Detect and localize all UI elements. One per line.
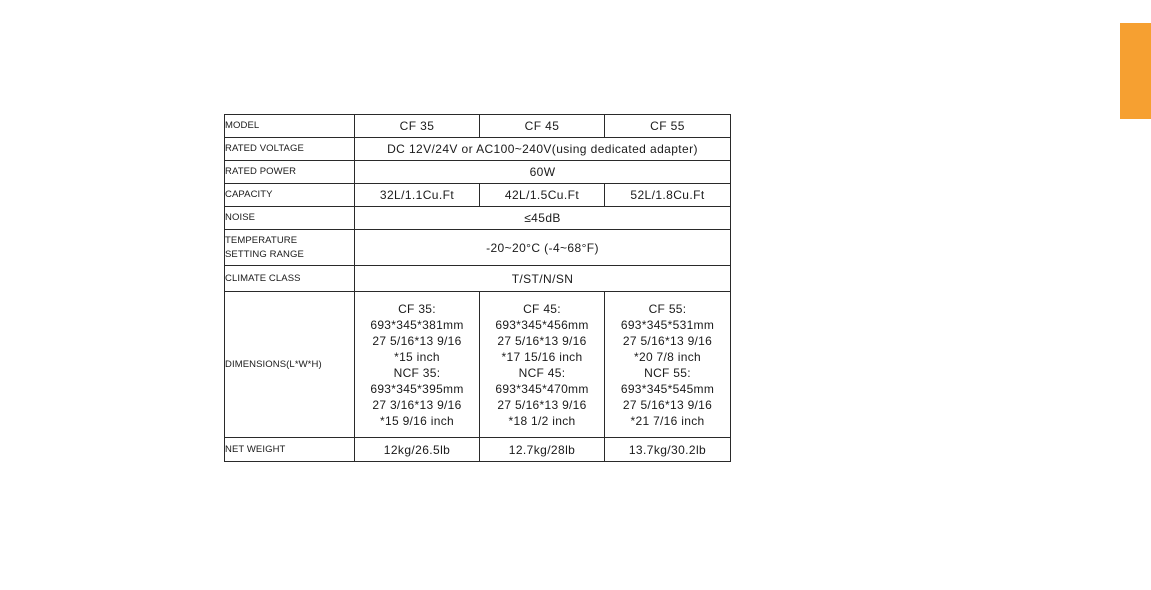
value-climate-class: T/ST/N/SN	[355, 266, 731, 292]
dim-line: *18 1/2 inch	[508, 413, 576, 428]
label-model: MODEL	[225, 115, 355, 138]
row-net-weight	[225, 438, 731, 462]
spec-table	[224, 114, 731, 462]
dim-line: CF 55:	[648, 301, 687, 316]
label-climate-class: CLIMATE CLASS	[225, 266, 355, 292]
section-tab-marker	[1120, 23, 1151, 119]
dim-line: 27 5/16*13 9/16	[497, 333, 587, 348]
model-cf55: CF 55	[605, 115, 731, 138]
dim-line: *20 7/8 inch	[634, 349, 701, 364]
dim-line: 27 5/16*13 9/16	[497, 397, 587, 412]
label-capacity: CAPACITY	[225, 184, 355, 207]
row-capacity	[225, 184, 731, 207]
label-rated-voltage: RATED VOLTAGE	[225, 138, 355, 161]
dim-line: *15 inch	[394, 349, 440, 364]
dim-line: *21 7/16 inch	[630, 413, 705, 428]
value-temperature-range: -20~20°C (-4~68°F)	[355, 230, 731, 266]
capacity-cf45: 42L/1.5Cu.Ft	[480, 184, 605, 207]
dim-line: 693*345*470mm	[495, 381, 589, 396]
label-net-weight: NET WEIGHT	[225, 438, 355, 462]
weight-cf45: 12.7kg/28lb	[480, 438, 605, 462]
value-rated-power: 60W	[355, 161, 731, 184]
value-rated-voltage: DC 12V/24V or AC100~240V(using dedicated adapter)	[355, 138, 731, 161]
row-climate-class	[225, 266, 731, 292]
dim-line: NCF 35:	[393, 365, 441, 380]
dim-line: 693*345*395mm	[370, 381, 464, 396]
dim-line: 693*345*545mm	[620, 381, 715, 396]
label-temperature-line1: TEMPERATURE	[225, 234, 298, 246]
value-noise: ≤45dB	[355, 207, 731, 230]
dim-line: CF 45:	[523, 301, 561, 316]
row-dimensions	[225, 292, 731, 438]
row-temperature-range	[225, 230, 731, 266]
weight-cf55: 13.7kg/30.2lb	[605, 438, 731, 462]
label-noise: NOISE	[225, 207, 355, 230]
label-dimensions: DIMENSIONS(L*W*H)	[225, 292, 355, 438]
weight-cf35: 12kg/26.5lb	[355, 438, 480, 462]
dim-line: 27 5/16*13 9/16	[622, 397, 713, 412]
model-cf35: CF 35	[355, 115, 480, 138]
dim-line: 27 5/16*13 9/16	[372, 333, 462, 348]
label-rated-power: RATED POWER	[225, 161, 355, 184]
dim-line: NCF 55:	[644, 365, 691, 380]
dim-line: 693*345*456mm	[495, 317, 589, 332]
dim-line: 693*345*531mm	[620, 317, 715, 332]
row-rated-voltage	[225, 138, 731, 161]
dim-line: 693*345*381mm	[370, 317, 464, 332]
dimensions-cf55	[605, 292, 731, 438]
dim-line: *17 15/16 inch	[501, 349, 583, 364]
model-cf45: CF 45	[480, 115, 605, 138]
label-temperature-line2: SETTING RANGE	[225, 248, 304, 260]
capacity-cf55: 52L/1.8Cu.Ft	[605, 184, 731, 207]
row-model	[225, 115, 731, 138]
dim-line: *15 9/16 inch	[380, 413, 454, 428]
dimensions-cf45	[480, 292, 605, 438]
row-noise	[225, 207, 731, 230]
dim-line: NCF 45:	[518, 365, 566, 380]
dimensions-cf35	[355, 292, 480, 438]
label-temperature-range	[225, 230, 355, 266]
row-rated-power	[225, 161, 731, 184]
dim-line: 27 5/16*13 9/16	[622, 333, 713, 348]
dim-line: 27 3/16*13 9/16	[372, 397, 462, 412]
dim-line: CF 35:	[398, 301, 436, 316]
capacity-cf35: 32L/1.1Cu.Ft	[355, 184, 480, 207]
